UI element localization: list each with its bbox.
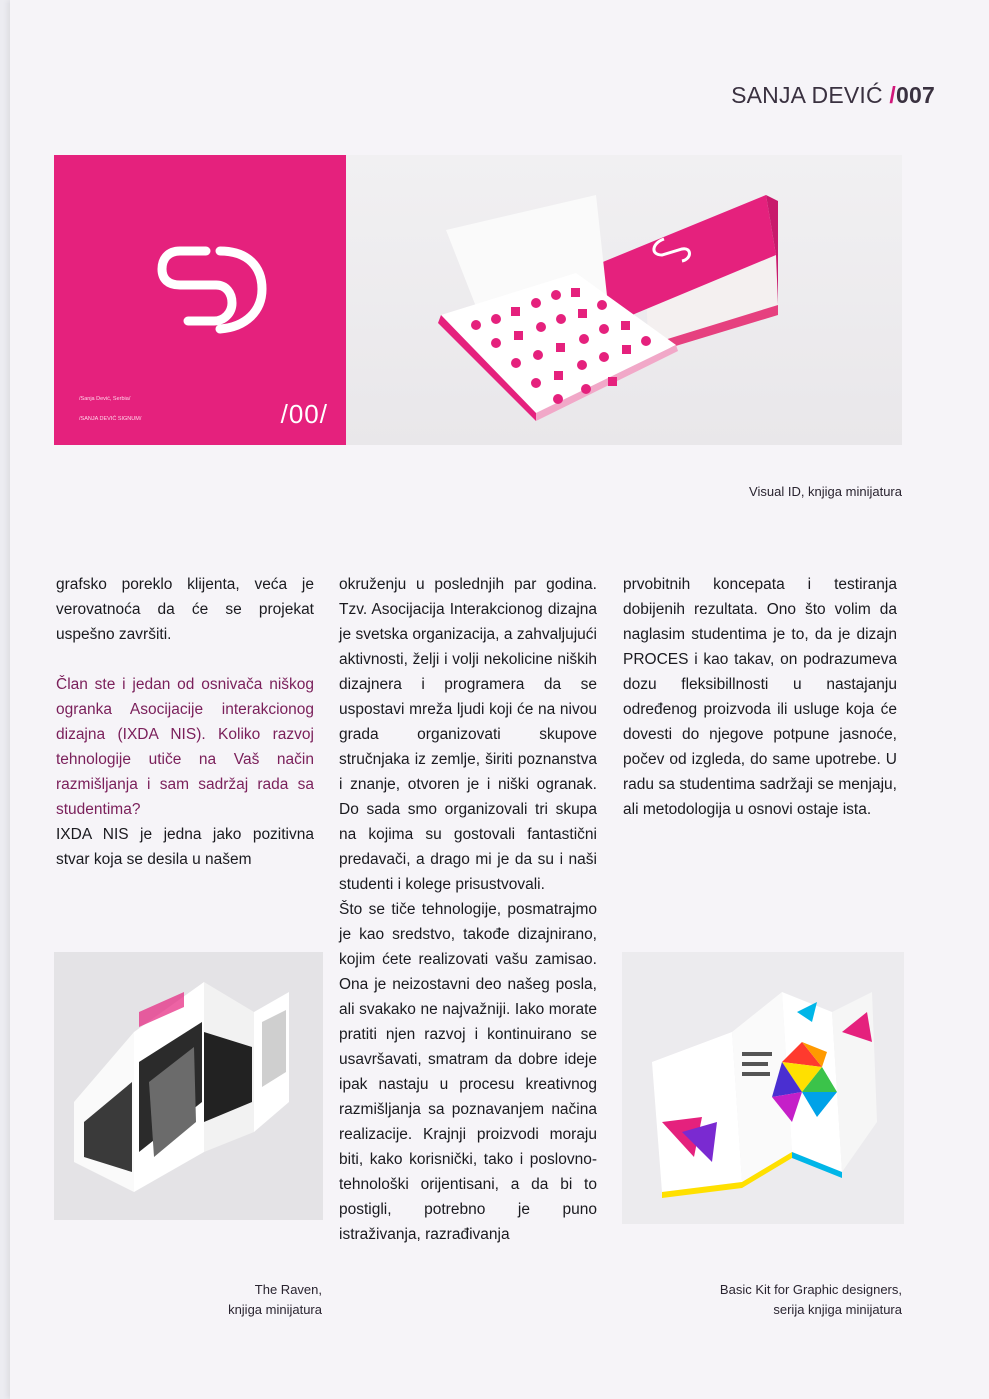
paragraph: grafsko poreklo klijenta, veća je verovatnoća da će se projekat uspešno završiti. [56, 576, 314, 643]
signum-logo-icon [150, 237, 274, 337]
header-slash: / [889, 82, 897, 108]
text-column-2 [339, 572, 597, 1247]
paragraph: prvobitnih koncepata i testiranja dobijenih rezultata. Ono što volim da naglasim studentima je to, da je dizajn PROCES i kao takav, on podrazumeva dozu fleksibillnosti u nastajanju određenog proizvoda ili usluge koja će dovesti do njegove potpune jasnoće, počev od izgleda, do same upotrebe. U radu sa studentima sadržaji se menjaju, ali metodologija u osnovi ostaje ista. [623, 576, 897, 818]
interview-question: Član ste i jedan od osnivača niškog ogranka Asocijacije interakcionog dizajna (IXDA NIS). Koliko razvoj tehnologije utiče na Vaš način razmišljanja i sam sadržaj rada sa studentima? [56, 676, 314, 818]
cover-credit-line-2: /SANJA DEVIĆ SIGNUM/ [79, 416, 142, 422]
caption-line: Basic Kit for Graphic designers, [719, 1282, 902, 1297]
interview-answer: IXDA NIS je jedna jako pozitivna stvar koja se desila u našem [56, 826, 314, 868]
open-book-photo [346, 155, 902, 445]
open-book-illustration [346, 155, 902, 445]
text-column-1 [56, 572, 314, 872]
basic-kit-photo [622, 952, 904, 1224]
text-column-3 [623, 572, 897, 822]
author-name: SANJA DEVIĆ [731, 82, 883, 108]
caption-line: The Raven, [254, 1282, 322, 1297]
caption-basic-kit [720, 1280, 902, 1320]
paragraph: okruženju u poslednjih par godina. Tzv. Asocijacija Interakcionog dizajna je svetska organizacija, a zahvaljujući aktivnosti, želji i volji nekolicine niških dizajnera i programera da se uspostavi mreža ljudi koji će na nivou grada organizovati skupove stručnjaka iz zemlje, širiti poznanstva i znanje, otvoren je i niški ogranak. Do sada smo organizovali tri skupa na kojima su gostovali fantastični predavači, a drago mi je da su i naši studenti i kolege prisustvovali. [339, 576, 597, 893]
accordion-book-illustration [54, 952, 323, 1220]
cover-credit-line-1: /Sanja Dević, Serbia/ [79, 396, 131, 402]
magazine-page [10, 0, 989, 1399]
page-header [731, 82, 935, 109]
caption-line: serija knjiga minijatura [773, 1302, 902, 1317]
folded-booklet-illustration [622, 952, 904, 1224]
caption-the-raven [228, 1280, 322, 1320]
caption-line: knjiga minijatura [228, 1302, 322, 1317]
cover-number: /00/ [280, 399, 328, 429]
paragraph: Što se tiče tehnologije, posmatrajmo je kao sredstvo, takođe dizajnirano, kojim ćete realizovati vašu zamisao. Ona je neizostavni deo našeg posla, ali svakako ne najvažniji. Iako morate pratiti njen razvoj i kontinuirano se usavršavati, smatram da dobre ideje ipak nastaju u procesu kreativnog razmišljanja sa poznavanjem načina realizacije. Krajnji proizvodi moraju biti, kako korisnički, tako i poslovno-tehnološki orijentisani, a da bi to postigli, potrebno je puno istraživanja, razrađivanja [339, 901, 597, 1243]
page-number: 007 [896, 82, 935, 108]
the-raven-photo [54, 952, 323, 1220]
book-cover-image [54, 155, 346, 445]
caption-visual-id: Visual ID, knjiga minijatura [749, 484, 902, 499]
